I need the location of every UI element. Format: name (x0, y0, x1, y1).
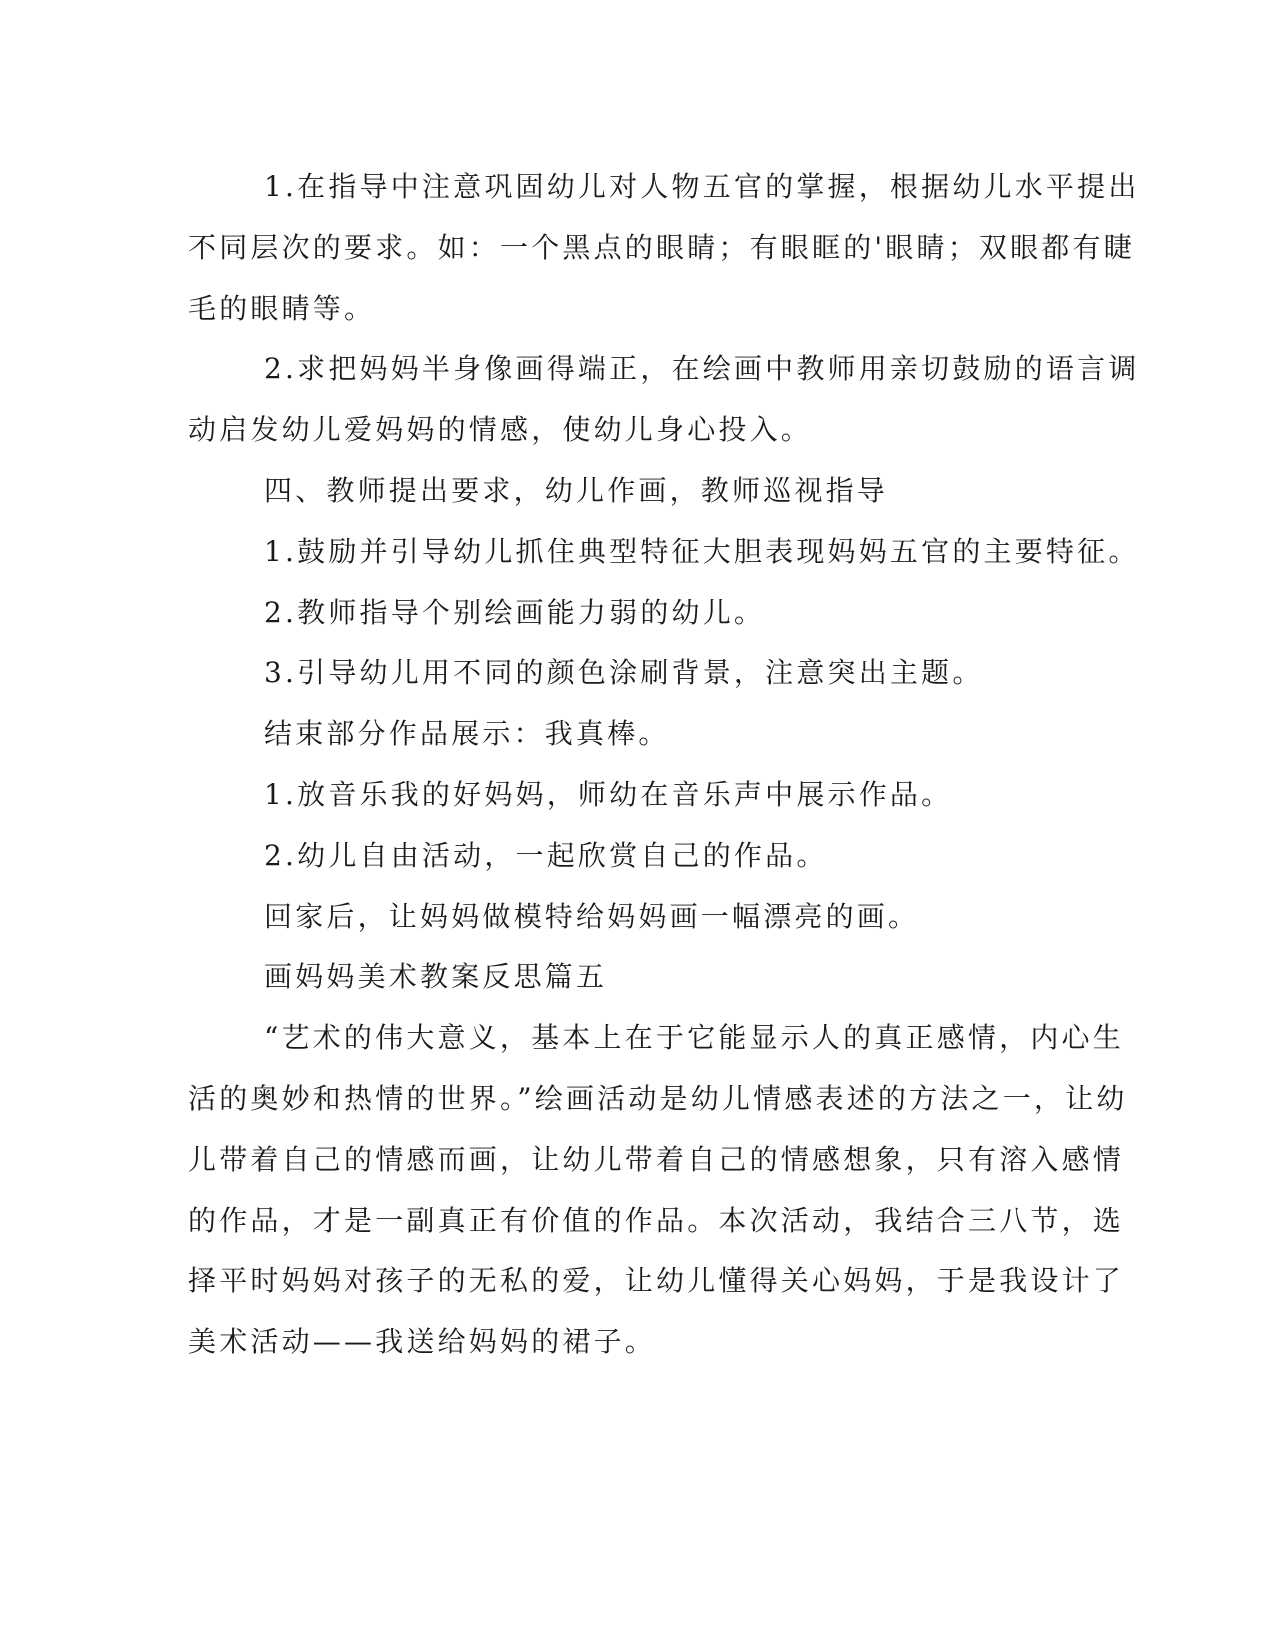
text-line: 的作品，才是一副真正有价值的作品。本次活动，我结合三八节，选 (188, 1203, 1125, 1237)
text-line: 活的奥妙和热情的世界。”绘画活动是幼儿情感表述的方法之一，让幼 (188, 1081, 1128, 1115)
text-line: 回家后，让妈妈做模特给妈妈画一幅漂亮的画。 (264, 899, 920, 933)
text-line: 1.鼓励并引导幼儿抓住典型特征大胆表现妈妈五官的主要特征。 (264, 534, 1140, 568)
section-title: 画妈妈美术教案反思篇五 (264, 960, 608, 994)
text-line: “艺术的伟大意义，基本上在于它能显示人的真正感情，内心生 (264, 1021, 1124, 1055)
text-line: 儿带着自己的情感而画，让幼儿带着自己的情感想象，只有溶入感情 (188, 1142, 1125, 1176)
text-line: 择平时妈妈对孩子的无私的爱，让幼儿懂得关心妈妈，于是我设计了 (188, 1264, 1125, 1298)
text-line: 毛的眼睛等。 (188, 291, 376, 325)
section-heading: 结束部分作品展示：我真棒。 (264, 717, 670, 751)
text-line: 2.求把妈妈半身像画得端正，在绘画中教师用亲切鼓励的语言调 (264, 352, 1140, 386)
section-heading: 四、教师提出要求，幼儿作画，教师巡视指导 (264, 473, 889, 507)
text-line: 不同层次的要求。如：一个黑点的眼睛；有眼眶的'眼睛；双眼都有睫 (188, 230, 1135, 264)
text-line: 美术活动——我送给妈妈的裙子。 (188, 1325, 657, 1359)
text-line: 1.在指导中注意巩固幼儿对人物五官的掌握，根据幼儿水平提出 (264, 170, 1140, 203)
text-line: 2.教师指导个别绘画能力弱的幼儿。 (264, 595, 766, 629)
document-body (188, 157, 1140, 1373)
text-line: 1.放音乐我的好妈妈，师幼在音乐声中展示作品。 (264, 777, 953, 811)
text-line: 2.幼儿自由活动，一起欣赏自己的作品。 (264, 838, 828, 872)
text-line: 3.引导幼儿用不同的颜色涂刷背景，注意突出主题。 (264, 656, 984, 690)
text-line: 动启发幼儿爱妈妈的情感，使幼儿身心投入。 (188, 413, 813, 447)
